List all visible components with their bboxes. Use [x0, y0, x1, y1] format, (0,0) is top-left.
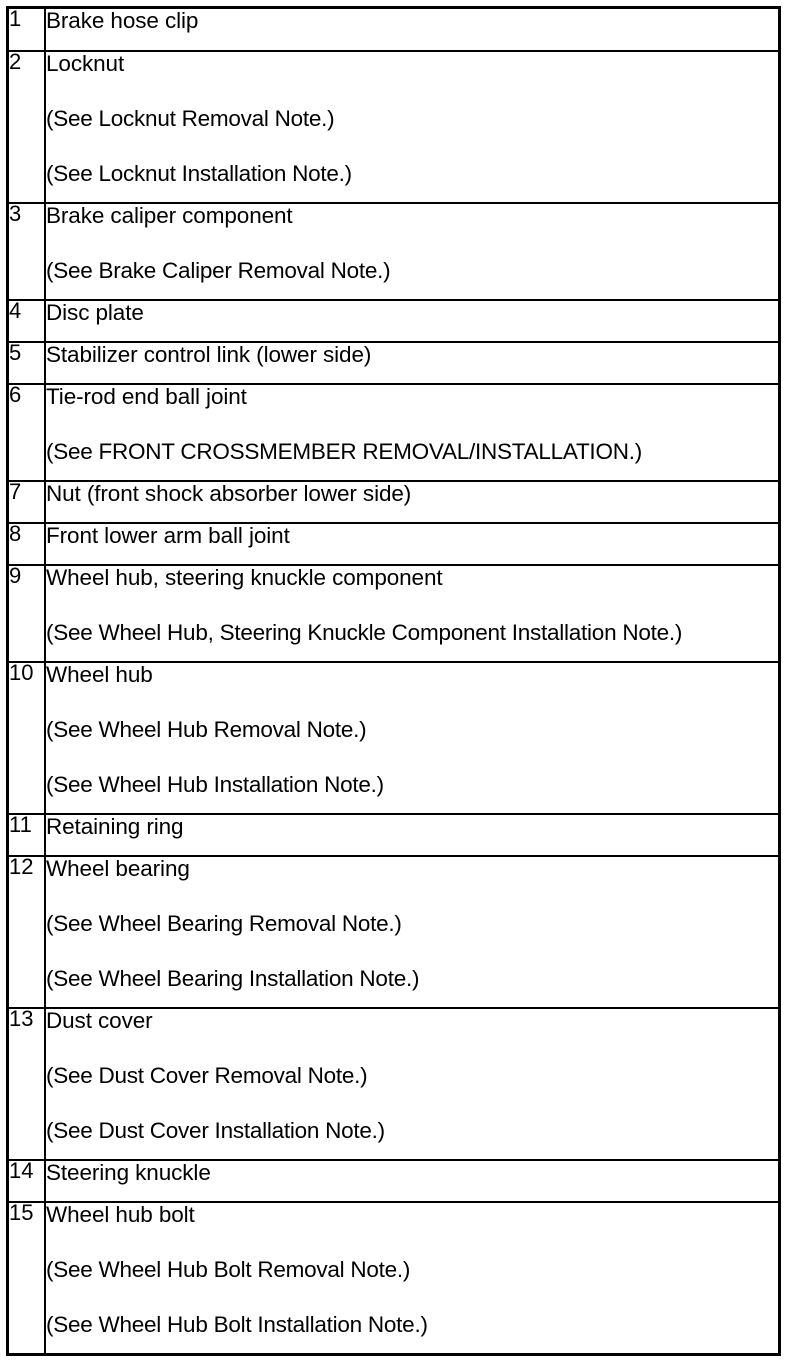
reference-note: (See Wheel Hub Bolt Installation Note.): [46, 1312, 428, 1337]
component-row: [9, 1202, 778, 1354]
component-rows: [9, 6, 778, 1354]
component-description: [45, 203, 778, 300]
reference-note: (See Dust Cover Installation Note.): [46, 1118, 385, 1143]
component-row: [9, 814, 778, 856]
component-name: Front lower arm ball joint: [46, 523, 290, 548]
component-number: 4: [9, 300, 45, 342]
reference-note: (See Locknut Installation Note.): [46, 161, 352, 186]
component-number: 2: [9, 51, 45, 203]
component-number: 11: [9, 814, 45, 856]
component-number: 13: [9, 1008, 45, 1160]
component-description: [45, 1160, 778, 1202]
component-description: [45, 384, 778, 481]
component-description: [45, 523, 778, 565]
component-row: [9, 203, 778, 300]
component-row: [9, 384, 778, 481]
reference-note: (See Wheel Bearing Removal Note.): [46, 911, 402, 936]
component-table: [9, 6, 778, 1354]
reference-note: (See Brake Caliper Removal Note.): [46, 258, 391, 283]
component-number: 5: [9, 342, 45, 384]
component-number: 7: [9, 481, 45, 523]
component-row: [9, 300, 778, 342]
component-name: Steering knuckle: [46, 1160, 211, 1185]
component-description: [45, 481, 778, 523]
component-name: Locknut: [46, 51, 125, 76]
component-name: Retaining ring: [46, 814, 184, 839]
component-row: [9, 565, 778, 662]
component-description: [45, 1202, 778, 1354]
component-name: Wheel bearing: [46, 856, 190, 881]
component-number: 10: [9, 662, 45, 814]
reference-note: (See Wheel Hub Installation Note.): [46, 772, 384, 797]
reference-note: (See Wheel Hub Bolt Removal Note.): [46, 1257, 411, 1282]
component-name: Disc plate: [46, 300, 144, 325]
component-name: Wheel hub: [46, 662, 153, 687]
reference-note: (See Wheel Hub, Steering Knuckle Component Installation Note.): [46, 620, 683, 645]
component-row: [9, 481, 778, 523]
component-name: Nut (front shock absorber lower side): [46, 481, 412, 506]
reference-note: (See Locknut Removal Note.): [46, 106, 335, 131]
component-number: 8: [9, 523, 45, 565]
component-row: [9, 9, 778, 51]
component-name: Stabilizer control link (lower side): [46, 342, 372, 367]
component-name: Brake caliper component: [46, 203, 293, 228]
component-number: 1: [9, 9, 45, 51]
component-description: [45, 814, 778, 856]
component-name: Brake hose clip: [46, 8, 199, 33]
component-row: [9, 1160, 778, 1202]
component-description: [45, 856, 778, 1008]
component-row: [9, 1008, 778, 1160]
component-row: [9, 662, 778, 814]
reference-note: (See FRONT CROSSMEMBER REMOVAL/INSTALLATION.): [46, 439, 642, 464]
component-number: 6: [9, 384, 45, 481]
component-row: [9, 342, 778, 384]
component-name: Wheel hub, steering knuckle component: [46, 565, 443, 590]
reference-note: (See Wheel Hub Removal Note.): [46, 717, 367, 742]
component-name: Dust cover: [46, 1008, 153, 1033]
component-description: [45, 565, 778, 662]
component-number: 14: [9, 1160, 45, 1202]
component-name: Wheel hub bolt: [46, 1202, 195, 1227]
component-description: [45, 51, 778, 203]
component-number: 15: [9, 1202, 45, 1354]
component-number: 3: [9, 203, 45, 300]
component-description: [45, 300, 778, 342]
component-row: [9, 51, 778, 203]
component-name: Tie-rod end ball joint: [46, 384, 247, 409]
component-number: 9: [9, 565, 45, 662]
component-description: [45, 9, 778, 51]
parts-table-frame: [6, 6, 781, 1356]
component-description: [45, 342, 778, 384]
component-description: [45, 1008, 778, 1160]
component-row: [9, 523, 778, 565]
component-row: [9, 856, 778, 1008]
component-number: 12: [9, 856, 45, 1008]
reference-note: (See Wheel Bearing Installation Note.): [46, 966, 420, 991]
reference-note: (See Dust Cover Removal Note.): [46, 1063, 368, 1088]
component-description: [45, 662, 778, 814]
